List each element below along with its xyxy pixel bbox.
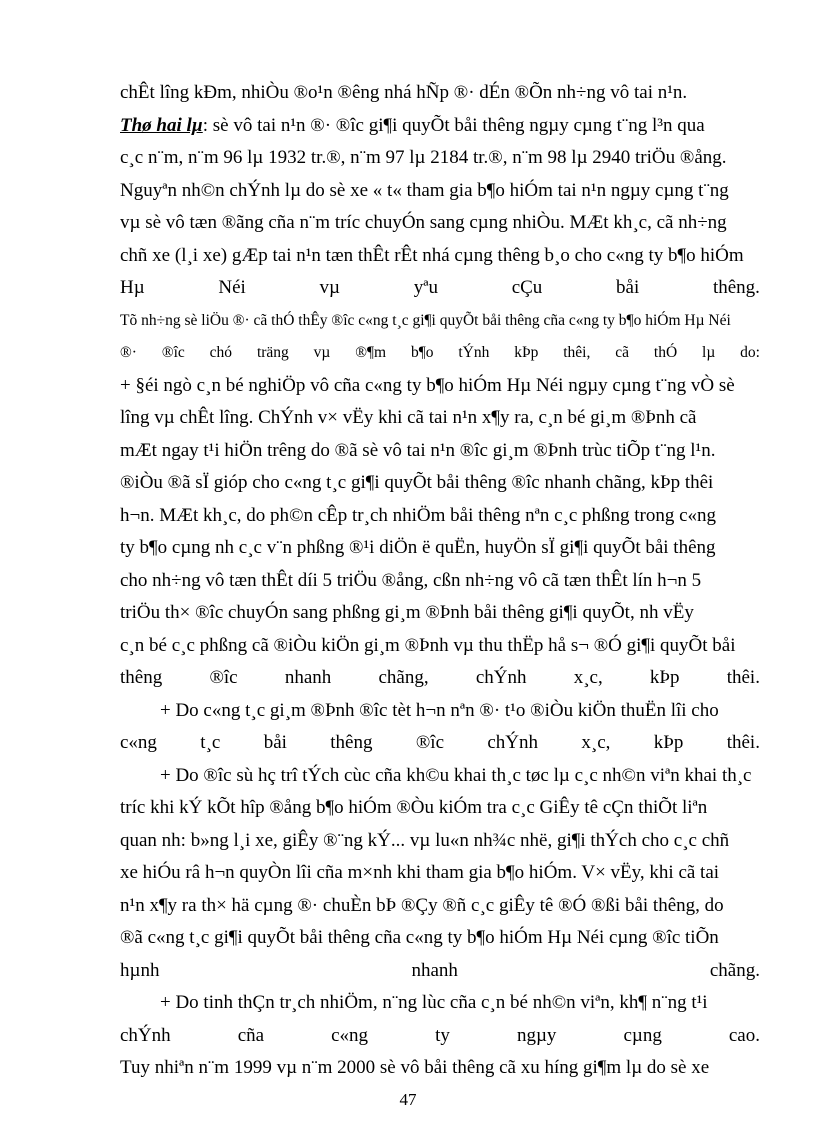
text-line: + Do ®îc sù hç trî tÝch cùc cña kh©u khai th¸c tøc lµ c¸c nh©n viªn khai th¸c [160,765,752,786]
text-line: n¹n x¶y ra th× hä cµng ®· chuÈn bÞ ®Çy ®ñ c¸c giÊy tê ®Ó ®ßi båi thêng, do [120,895,724,916]
text-line: + Do c«ng t¸c gi¸m ®Þnh ®îc tèt h¬n nªn ®· t¹o ®iÒu kiÖn thuËn lîi cho [160,700,719,721]
text-line: c¸c n¨m, n¨m 96 lµ 1932 tr.®, n¨m 97 lµ 2184 tr.®, n¨m 98 lµ 2940 triÖu ®ång. [120,147,727,168]
word: ty [435,1025,450,1046]
text-line: chñ xe (l¸i xe) gÆp tai n¹n tæn thÊt rÊt nhá cµng thêng b¸o cho c«ng ty b¶o hiÓm [120,245,744,266]
word: träng [256,344,289,361]
text-line: c¸n bé c¸c phßng cã ®iÒu kiÖn gi¸m ®Þnh vµ thu thËp hå s¬ ®Ó gi¶i quyÕt båi [120,635,736,656]
word: t¸c [200,732,221,753]
justified-line [120,955,760,987]
word: thÓ [653,344,678,361]
word: x¸c, [573,667,603,688]
word: do: [740,344,760,361]
word: kÞp [514,344,539,361]
word: cã [615,344,630,361]
text-line: ty b¶o cµng nh c¸c v¨n phßng ®¹i diÖn ë quËn, huyÖn sÏ gi¶i quyÕt båi thêng [120,537,716,558]
word: ®¶m [355,344,387,361]
page-number: 47 [399,1090,417,1109]
word: c«ng [120,732,157,753]
word: chó [209,344,233,361]
text-line: quan nh: b»ng l¸i xe, giÊy ®¨ng kÝ... vµ lu«n nh¾c nhë, gi¶i thÝch cho c¸c chñ [120,830,730,851]
word: båi [263,732,287,753]
word: chãng. [709,960,760,981]
justified-line [120,727,760,759]
word: hµnh [120,960,160,981]
text-line: tríc khi kÝ kÕt hîp ®ång b¶o hiÓm ®Òu kiÓm tra c¸c GiÊy tê cÇn thiÕt liªn [120,797,708,818]
text-line: + Do tinh thÇn tr¸ch nhiÖm, n¨ng lùc cña c¸n bé nh©n viªn, kh¶ n¨ng t¹i [160,992,708,1013]
word: nhanh [284,667,332,688]
word: vµ [319,277,340,298]
text-line: Tõ nh÷ng sè liÖu ®· cã thÓ thÊy ®îc c«ng t¸c gi¶i quyÕt båi thêng cña c«ng ty b¶o hiÓm Hµ Néi [120,312,731,329]
text-line: mÆt ngay t¹i hiÖn trêng do ®ã sè vô tai n¹n ®îc gi¸m ®Þnh trùc tiÕp t¨ng l¹n. [120,440,716,461]
section-heading: Thø hai lµ [120,115,203,136]
justified-line [120,1020,760,1052]
word: kÞp [649,667,680,688]
word: vµ [313,344,331,361]
text-line: xe hiÓu râ h¬n quyÒn lîi cña m×nh khi tham gia b¶o hiÓm. V× vËy, khi cã tai [120,862,720,883]
justified-line [120,337,760,369]
word: chÝnh [120,1025,171,1046]
justified-line [120,662,760,694]
word: ngµy [516,1025,557,1046]
word: nhanh [411,960,458,981]
word: x¸c, [581,732,611,753]
word: thêng [330,732,373,753]
text-line: triÖu th× ®îc chuyÓn sang phßng gi¸m ®Þnh båi thêng gi¶i quyÕt, nh vËy [120,602,694,623]
text-line: + §éi ngò c¸n bé nghiÖp vô cña c«ng ty b¶o hiÓm Hµ Néi ngµy cµng t¨ng vÒ sè [120,375,735,396]
text-line-heading [120,110,760,142]
word: thêi, [563,344,591,361]
word: lµ [702,344,716,361]
word: Néi [218,277,246,298]
word: thêi. [726,667,760,688]
word: yªu [413,277,438,298]
word: båi [616,277,640,298]
word: ®îc [209,667,238,688]
word: kÞp [653,732,684,753]
text-line: vµ sè vô tæn ®ãng cña n¨m tríc chuyÓn sang cµng nhiÒu. MÆt kh¸c, cã nh÷ng [120,212,727,233]
word: cña [237,1025,265,1046]
text-line: ®iÒu ®ã sÏ gióp cho c«ng t¸c gi¶i quyÕt båi thêng ®îc nhanh chãng, kÞp thêi [120,472,714,493]
text-line: Tuy nhiªn n¨m 1999 vµ n¨m 2000 sè vô båi thêng cã xu híng gi¶m lµ do sè xe [120,1057,710,1078]
word: ®îc [415,732,445,753]
word: thêng [120,667,163,688]
word: chÝnh [475,667,527,688]
text-line: Nguyªn nh©n chÝnh lµ do sè xe « t« tham gia b¶o hiÓm tai n¹n ngµy cµng t¨ng [120,180,729,201]
word: thêng. [712,277,760,298]
text-line: h¬n. MÆt kh¸c, do ph©n cÊp tr¸ch nhiÖm båi thêng nªn c¸c phßng trong c«ng [120,505,717,526]
justified-line [120,272,760,304]
word: cao. [728,1025,760,1046]
word: c«ng [331,1025,369,1046]
word: ®îc [161,344,185,361]
text-line: cho nh÷ng vô tæn thÊt díi 5 triÖu ®ång, cßn nh÷ng vô cã tæn thÊt lín h¬n 5 [120,570,702,591]
word: ®· [120,344,137,361]
word: b¶o [410,344,434,361]
word: cÇu [511,277,543,298]
word: chãng, [378,667,429,688]
text-line: chÊt lîng kÐm, nhiÒu ®o¹n ®êng nhá hÑp ®· dÉn ®Õn nh÷ng vô tai n¹n. [120,82,688,103]
heading-text: : sè vô tai n¹n ®· ®îc gi¶i quyÕt båi thêng ngµy cµng t¨ng l³n qua [202,115,705,136]
word: cµng [623,1025,662,1046]
word: tÝnh [458,344,490,361]
text-line: lîng vµ chÊt lîng. ChÝnh v× vËy khi cã tai n¹n x¶y ra, c¸n bé gi¸m ®Þnh cã [120,407,697,428]
word: thêi. [726,732,760,753]
word: chÝnh [487,732,539,753]
word: Hµ [120,277,145,298]
text-line: ®ã c«ng t¸c gi¶i quyÕt båi thêng cña c«ng ty b¶o hiÓm Hµ Néi cµng ®îc tiÕn [120,927,719,948]
